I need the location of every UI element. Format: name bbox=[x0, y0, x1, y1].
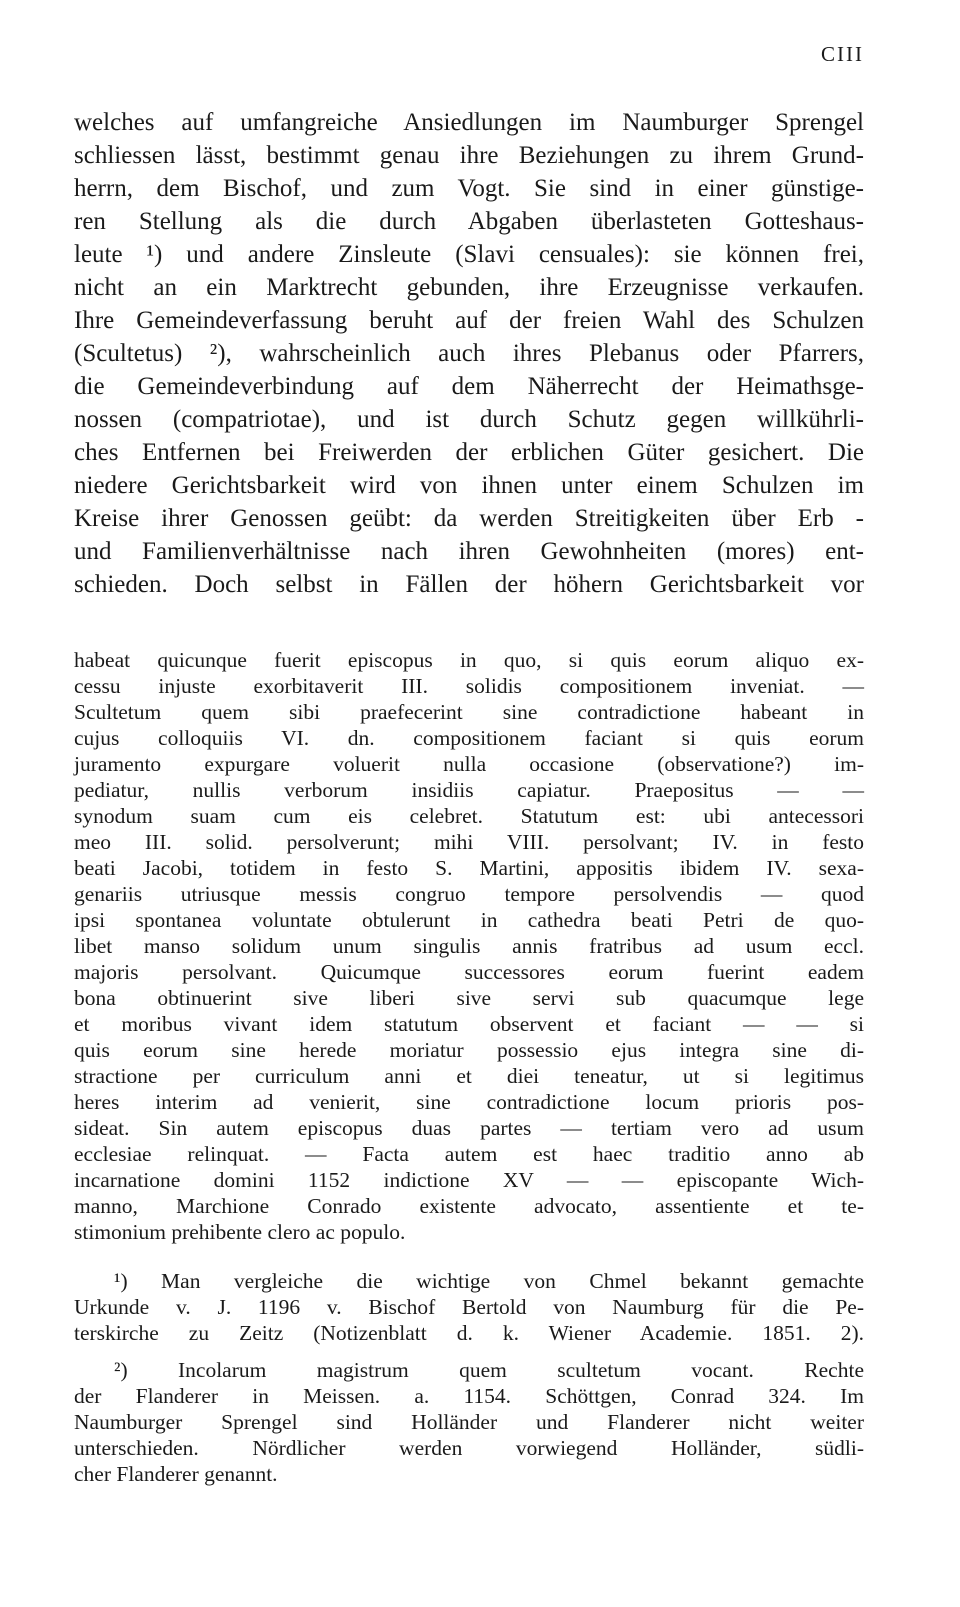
text-line: schieden. Doch selbst in Fällen der höhern Gerichtsbarkeit vor bbox=[74, 571, 864, 598]
page-number: CIII bbox=[821, 42, 864, 66]
text-line: herrn, dem Bischof, und zum Vogt. Sie sind in einer günstige- bbox=[74, 175, 864, 202]
text-line: und Familienverhältnisse nach ihren Gewohnheiten (mores) ent- bbox=[74, 538, 864, 565]
footnote-line: unterschieden. Nördlicher werden vorwiegend Holländer, südli- bbox=[74, 1436, 864, 1460]
text-line: (Scultetus) ²), wahrscheinlich auch ihres Plebanus oder Pfarrers, bbox=[74, 340, 864, 367]
footnote-line: Urkunde v. J. 1196 v. Bischof Bertold von Naumburg für die Pe- bbox=[74, 1295, 864, 1319]
quote-line: cessu injuste exorbitaverit III. solidis compositionem inveniat. — bbox=[74, 674, 864, 698]
text-line: nicht an ein Marktrecht gebunden, ihre Erzeugnisse verkaufen. bbox=[74, 274, 864, 301]
quote-line: stractione per curriculum anni et diei teneatur, ut si legitimus bbox=[74, 1064, 864, 1088]
quote-line: habeat quicunque fuerit episcopus in quo, si quis eorum aliquo ex- bbox=[74, 648, 864, 672]
text-line: ches Entfernen bei Freiwerden der erblichen Güter gesichert. Die bbox=[74, 439, 864, 466]
quote-line: cujus colloquiis VI. dn. compositionem faciant si quis eorum bbox=[74, 726, 864, 750]
text-line: Ihre Gemeindeverfassung beruht auf der freien Wahl des Schulzen bbox=[74, 307, 864, 334]
quote-line: incarnatione domini 1152 indictione XV — — episcopante Wich- bbox=[74, 1168, 864, 1192]
quote-line: Scultetum quem sibi praefecerint sine contradictione habeant in bbox=[74, 700, 864, 724]
quote-line: meo III. solid. persolverunt; mihi VIII. persolvant; IV. in festo bbox=[74, 830, 864, 854]
quote-line: heres interim ad venierit, sine contradictione locum prioris pos- bbox=[74, 1090, 864, 1114]
text-line: schliessen lässt, bestimmt genau ihre Beziehungen zu ihrem Grund- bbox=[74, 142, 864, 169]
quote-line: bona obtinuerint sive liberi sive servi sub quacumque lege bbox=[74, 986, 864, 1010]
quote-line: synodum suam cum eis celebret. Statutum est: ubi antecessori bbox=[74, 804, 864, 828]
quote-line: sideat. Sin autem episcopus duas partes — tertiam vero ad usum bbox=[74, 1116, 864, 1140]
text-line: welches auf umfangreiche Ansiedlungen im Naumburger Sprengel bbox=[74, 109, 864, 136]
footnote-line: der Flanderer in Meissen. a. 1154. Schöttgen, Conrad 324. Im bbox=[74, 1384, 864, 1408]
quote-line: manno, Marchione Conrado existente advocato, assentiente et te- bbox=[74, 1194, 864, 1218]
footnote-line: ¹) Man vergleiche die wichtige von Chmel bekannt gemachte bbox=[114, 1269, 864, 1293]
quote-line: majoris persolvant. Quicumque successores eorum fuerint eadem bbox=[74, 960, 864, 984]
quote-line: et moribus vivant idem statutum observent et faciant — — si bbox=[74, 1012, 864, 1036]
quote-line: genariis utriusque messis congruo tempore persolvendis — quod bbox=[74, 882, 864, 906]
text-line: nossen (compatriotae), und ist durch Schutz gegen willkührli- bbox=[74, 406, 864, 433]
footnote-line: Naumburger Sprengel sind Holländer und Flanderer nicht weiter bbox=[74, 1410, 864, 1434]
text-line: ren Stellung als die durch Abgaben überlasteten Gotteshaus- bbox=[74, 208, 864, 235]
quote-line: ipsi spontanea voluntate obtulerunt in cathedra beati Petri de quo- bbox=[74, 908, 864, 932]
footnote-line: terskirche zu Zeitz (Notizenblatt d. k. Wiener Academie. 1851. 2). bbox=[74, 1321, 864, 1345]
quote-line: juramento expurgare voluerit nulla occasione (observatione?) im- bbox=[74, 752, 864, 776]
footnote-line: ²) Incolarum magistrum quem scultetum vocant. Rechte bbox=[114, 1358, 864, 1382]
quote-line: stimonium prehibente clero ac populo. bbox=[74, 1220, 406, 1244]
footnote-line: cher Flanderer genannt. bbox=[74, 1462, 278, 1486]
text-line: leute ¹) und andere Zinsleute (Slavi censuales): sie können frei, bbox=[74, 241, 864, 268]
quote-line: quis eorum sine herede moriatur possessio ejus integra sine di- bbox=[74, 1038, 864, 1062]
quote-line: ecclesiae relinquat. — Facta autem est haec traditio anno ab bbox=[74, 1142, 864, 1166]
text-line: niedere Gerichtsbarkeit wird von ihnen unter einem Schulzen im bbox=[74, 472, 864, 499]
quote-line: libet manso solidum unum singulis annis fratribus ad usum eccl. bbox=[74, 934, 864, 958]
text-line: Kreise ihrer Genossen geübt: da werden Streitigkeiten über Erb - bbox=[74, 505, 864, 532]
quote-line: beati Jacobi, totidem in festo S. Martini, appositis ibidem IV. sexa- bbox=[74, 856, 864, 880]
text-line: die Gemeindeverbindung auf dem Näherrecht der Heimathsge- bbox=[74, 373, 864, 400]
quote-line: pediatur, nullis verborum insidiis capiatur. Praepositus — — bbox=[74, 778, 864, 802]
